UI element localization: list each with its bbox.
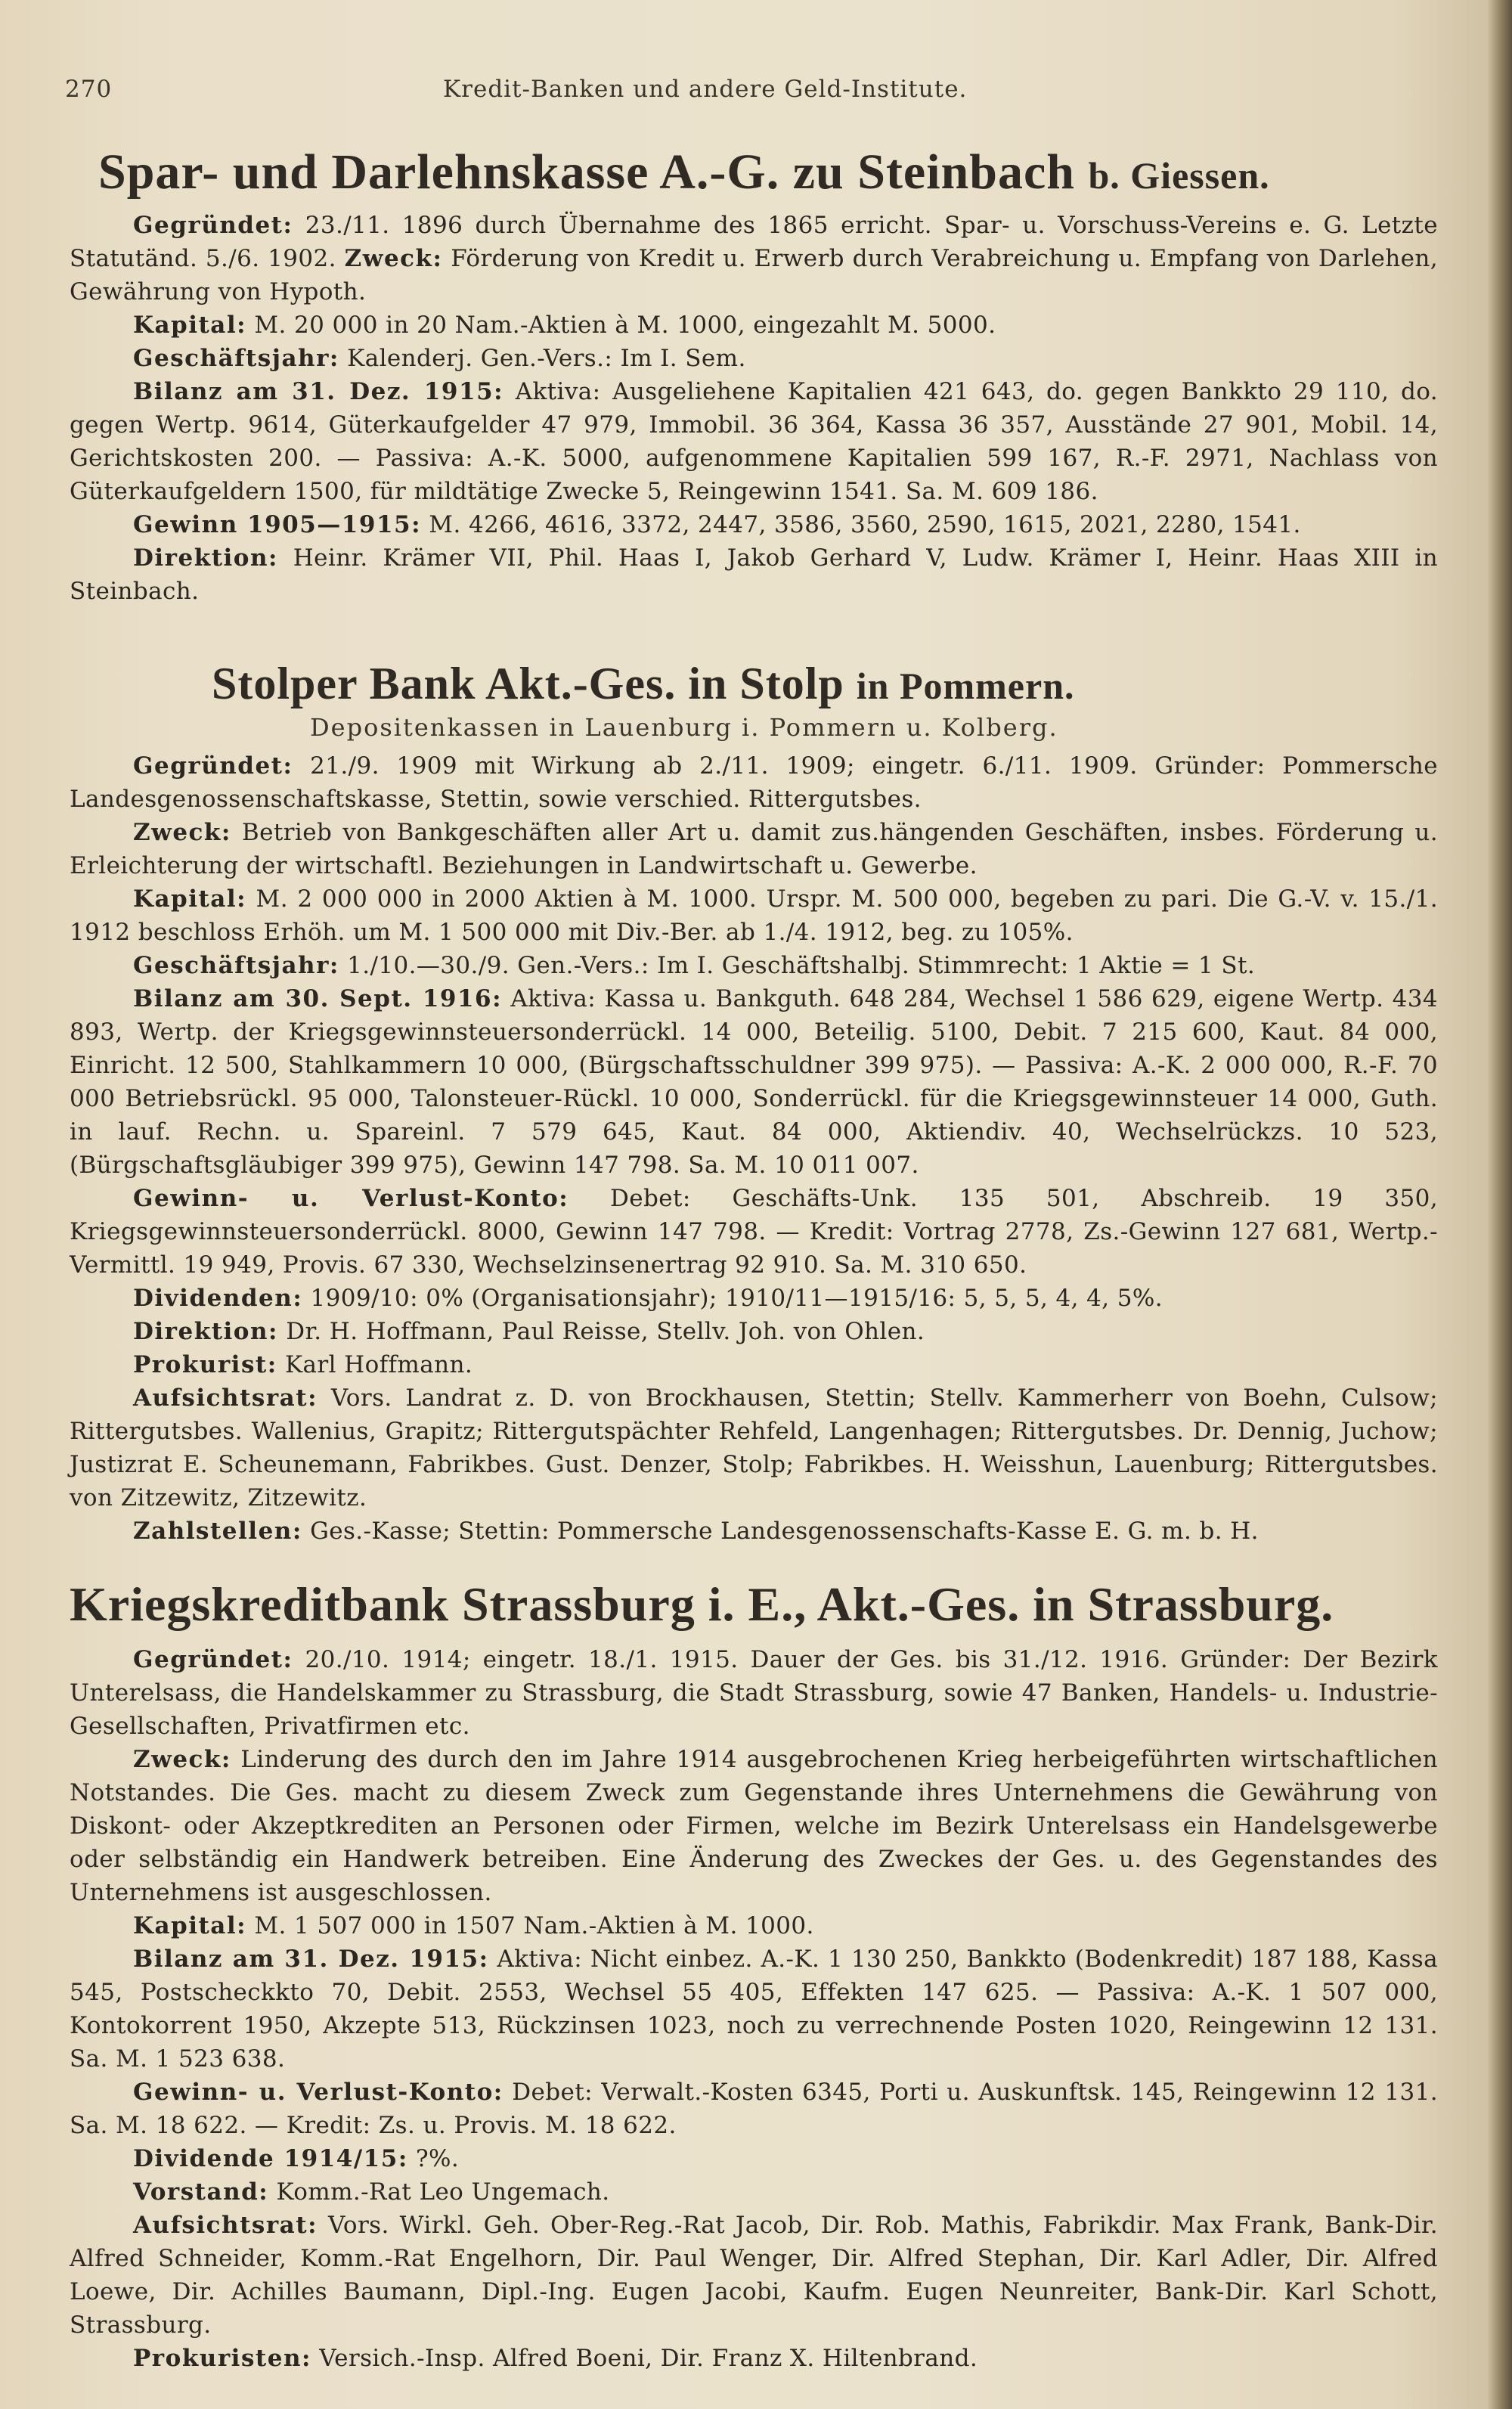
entry-paragraph [70, 1381, 1438, 1515]
field-label: Aufsichtsrat: [133, 1384, 318, 1412]
field-text: Kalenderj. Gen.-Vers.: Im I. Sem. [347, 345, 746, 372]
entry-paragraph [70, 2175, 1438, 2209]
field-text: Betrieb von Bankgeschäften aller Art u. damit zus.hängenden Geschäften, insbes. Förderung u. Erleichterung der wirtschaftl. Beziehungen in Landwirtschaft u. Gewerbe. [70, 819, 1438, 879]
field-label: Prokuristen: [133, 2345, 311, 2372]
entry-paragraph [70, 1942, 1438, 2076]
field-text: ?%. [416, 2145, 460, 2172]
entry-paragraph [70, 541, 1438, 608]
entry-paragraph [70, 1315, 1438, 1348]
field-text: 23./11. 1896 durch Übernahme des 1865 erricht. Spar- u. Vorschuss-Vereins e. G. Letzte Statutänd. 5./6. 1902. [70, 212, 1438, 272]
field-text: Förderung von Kredit u. Erwerb durch Verabreichung u. Empfang von Darlehen, Gewährung von Hypoth. [70, 245, 1438, 305]
field-text: Versich.-Insp. Alfred Boeni, Dir. Franz X. Hiltenbrand. [319, 2345, 978, 2372]
entry-title [70, 658, 1438, 710]
field-text: M. 1 507 000 in 1507 Nam.-Aktien à M. 1000. [254, 1912, 814, 1939]
entry-paragraph [70, 2209, 1438, 2342]
field-label: Bilanz am 30. Sept. 1916: [133, 985, 503, 1012]
field-text: Linderung des durch den im Jahre 1914 ausgebrochenen Krieg herbeigeführten wirtschaftlichen Notstandes. Die Ges. macht zu diesem Zweck zum Gegenstande ihres Unternehmens die Gewährung von Diskont- oder Akzeptkrediten an Personen oder Firmen, welche im Bezirk Unterelsass ein Handelsgewerbe oder selbständig ein Handwerk betreiben. Eine Änderung des Zweckes der Ges. u. des Gegenstandes des Unternehmens ist ausgeschlossen. [70, 1746, 1438, 1906]
field-text: 20./10. 1914; eingetr. 18./1. 1915. Dauer der Ges. bis 31./12. 1916. Gründer: Der Bezirk Unterelsass, die Handelskammer zu Strassburg, die Stadt Strassburg, sowie 47 Banken, Handels- u. Industrie-Gesellschaften, Privatfirmen etc. [70, 1646, 1438, 1740]
field-text: M. 2 000 000 in 2000 Aktien à M. 1000. Urspr. M. 500 000, begeben zu pari. Die G.-V. v. 15./1. 1912 beschloss Erhöh. um M. 1 500 000 mit Div.-Ber. ab 1./4. 1912, beg. zu 105%. [70, 885, 1438, 946]
field-text: M. 20 000 in 20 Nam.-Aktien à M. 1000, eingezahlt M. 5000. [254, 312, 996, 339]
field-label: Gegründet: [133, 752, 293, 780]
field-label: Geschäftsjahr: [133, 952, 339, 979]
entry-title-main: Spar- und Darlehnskasse A.-G. zu Steinbach [98, 144, 1075, 200]
field-text: Heinr. Krämer VII, Phil. Haas I, Jakob Gerhard V, Ludw. Krämer I, Heinr. Haas XIII in Steinbach. [70, 544, 1438, 605]
field-label: Gegründet: [133, 212, 293, 239]
field-label: Zweck: [133, 1746, 231, 1773]
field-label: Bilanz am 31. Dez. 1915: [133, 378, 504, 405]
entry-subtitle: Depositenkassen in Lauenburg i. Pommern u. Kolberg. [310, 713, 1058, 742]
entry-paragraph [70, 2142, 1438, 2175]
field-text: 21./9. 1909 mit Wirkung ab 2./11. 1909; eingetr. 6./11. 1909. Gründer: Pommersche Landesgenossenschaftskasse, Stettin, sowie verschied. Rittergutsbes. [70, 752, 1438, 813]
entry-paragraph [70, 1643, 1438, 1743]
entry-title-main: Stolper Bank Akt.-Ges. in Stolp [212, 659, 844, 708]
field-text: M. 4266, 4616, 3372, 2447, 3586, 3560, 2590, 1615, 2021, 2280, 1541. [429, 511, 1301, 538]
entry-paragraph [70, 2076, 1438, 2142]
field-text: Komm.-Rat Leo Ungemach. [276, 2178, 610, 2206]
entry-paragraph [70, 1515, 1438, 1548]
field-text: 1./10.—30./9. Gen.-Vers.: Im I. Geschäftshalbj. Stimmrecht: 1 Aktie = 1 St. [347, 952, 1256, 979]
entry-stolper-bank [70, 658, 1438, 1548]
entry-paragraph [70, 982, 1438, 1182]
field-text: Karl Hoffmann. [284, 1351, 473, 1378]
entry-paragraph [70, 1182, 1438, 1282]
field-text: Debet: Geschäfts-Unk. 135 501, Abschreib. 19 350, Kriegsgewinnsteuersonderrückl. 8000, Gewinn 147 798. — Kredit: Vortrag 2778, Zs.-Gewinn 127 681, Wertp.-Vermittl. 19 949, Provis. 67 330, Wechselzinsenertrag 92 910. Sa. M. 310 650. [70, 1185, 1438, 1279]
field-label: Dividende 1914/15: [133, 2145, 408, 2172]
field-text: 1909/10: 0% (Organisationsjahr); 1910/11—1915/16: 5, 5, 5, 4, 4, 5%. [310, 1285, 1163, 1312]
field-text: Vors. Landrat z. D. von Brockhausen, Stettin; Stellv. Kammerherr von Boehn, Culsow; Rittergutsbes. Wallenius, Grapitz; Rittergutspächter Rehfeld, Langenhagen; Rittergutsbes. Dr. Dennig, Juchow; Justizrat E. Scheunemann, Fabrikbes. Gust. Denzer, Stolp; Fabrikbes. H. Weisshun, Lauenburg; Rittergutsbes. von Zitzewitz, Zitzewitz. [70, 1384, 1438, 1511]
field-label: Dividenden: [133, 1285, 303, 1312]
page-number: 270 [65, 76, 113, 103]
entry-paragraph [70, 1743, 1438, 1909]
field-text: Debet: Verwalt.-Kosten 6345, Porti u. Auskunftsk. 145, Reingewinn 12 131. Sa. M. 18 622. — Kredit: Zs. u. Provis. M. 18 622. [70, 2079, 1438, 2139]
entry-paragraph [70, 816, 1438, 882]
field-label: Kapital: [133, 312, 247, 339]
field-text: Vors. Wirkl. Geh. Ober-Reg.-Rat Jacob, Dir. Rob. Mathis, Fabrikdir. Max Frank, Bank-Dir. Alfred Schneider, Komm.-Rat Engelhorn, Dir. Paul Wenger, Dir. Alfred Stephan, Dir. Karl Adler, Dir. Alfred Loewe, Dir. Achilles Baumann, Dipl.-Ing. Eugen Jacobi, Kaufm. Eugen Neunreiter, Bank-Dir. Karl Schott, Strassburg. [70, 2212, 1438, 2339]
entry-paragraph [70, 342, 1438, 375]
entry-paragraph [70, 749, 1438, 816]
entry-paragraph [70, 209, 1438, 308]
entry-title [70, 1577, 1438, 1632]
field-label: Vorstand: [133, 2178, 269, 2206]
entry-paragraph [70, 508, 1438, 541]
field-label: Zahlstellen: [133, 1518, 302, 1545]
field-label: Direktion: [133, 544, 278, 572]
entry-paragraph [70, 308, 1438, 342]
field-text: Aktiva: Kassa u. Bankguth. 648 284, Wechsel 1 586 629, eigene Wertp. 434 893, Wertp. der Kriegsgewinnsteuersonderrückl. 14 000, Beteilig. 5100, Debit. 7 215 600, Kaut. 84 000, Einricht. 12 500, Stahlkammern 10 000, (Bürgschaftsschuldner 399 975). — Passiva: A.-K. 2 000 000, R.-F. 70 000 Betriebsrückl. 95 000, Talonsteuer-Rückl. 10 000, Sonderrückl. für die Kriegsgewinnsteuer 14 000, Guth. in lauf. Rechn. u. Spareinl. 7 579 645, Kaut. 84 000, Aktiendiv. 40, Wechselrückzs. 10 523, (Bürgschaftsgläubiger 399 975), Gewinn 147 798. Sa. M. 10 011 007. [70, 985, 1439, 1179]
running-title: Kredit-Banken und andere Geld-Institute. [443, 76, 968, 103]
field-label: Kapital: [133, 885, 247, 913]
field-label: Zweck: [133, 819, 231, 846]
entry-kriegskreditbank [70, 1577, 1438, 2375]
field-text: Ges.-Kasse; Stettin: Pommersche Landesgenossenschafts-Kasse E. G. m. b. H. [310, 1518, 1259, 1545]
entry-paragraph [70, 1348, 1438, 1381]
field-label: Direktion: [133, 1318, 278, 1345]
book-spine [1486, 0, 1512, 2409]
field-label: Geschäftsjahr: [133, 345, 339, 372]
entry-paragraph [70, 1909, 1438, 1942]
entry-title [70, 144, 1438, 201]
field-label: Aufsichtsrat: [133, 2212, 318, 2239]
field-text: Aktiva: Ausgeliehene Kapitalien 421 643, do. gegen Bankkto 29 110, do. gegen Wertp. 9614, Güterkaufgelder 47 979, Immobil. 36 364, Kassa 36 357, Ausstände 27 901, Mobil. 14, Gerichtskosten 200. — Passiva: A.-K. 5000, aufgenommene Kapitalien 599 167, R.-F. 2971, Nachlass von Güterkaufgeldern 1500, für mildtätige Zwecke 5, Reingewinn 1541. Sa. M. 609 186. [70, 378, 1438, 505]
field-label: Bilanz am 31. Dez. 1915: [133, 1945, 489, 1973]
field-label: Gegründet: [133, 1646, 293, 1673]
field-label: Gewinn- u. Verlust-Konto: [133, 1185, 569, 1212]
entry-paragraph [70, 375, 1438, 508]
field-text: Dr. H. Hoffmann, Paul Reisse, Stellv. Joh. von Ohlen. [286, 1318, 925, 1345]
field-label: Zweck: [344, 245, 443, 272]
entry-title-location: b. Giessen. [1088, 154, 1270, 197]
field-text: Aktiva: Nicht einbez. A.-K. 1 130 250, Bankkto (Bodenkredit) 187 188, Kassa 545, Postscheckkto 70, Debit. 2553, Wechsel 55 405, Effekten 147 625. — Passiva: A.-K. 1 507 000, Kontokorrent 1950, Akzepte 513, Rückzinsen 1023, noch zu verrechnende Posten 1020, Reingewinn 12 131. Sa. M. 1 523 638. [70, 1945, 1438, 2073]
entry-paragraph [70, 882, 1438, 949]
entry-paragraph [70, 2342, 1438, 2375]
field-label: Gewinn- u. Verlust-Konto: [133, 2079, 503, 2106]
entry-title-location: in Pommern. [856, 665, 1075, 707]
entry-paragraph [70, 1282, 1438, 1315]
field-label: Prokurist: [133, 1351, 277, 1378]
entry-spar-darlehnskasse [70, 144, 1438, 608]
field-label: Kapital: [133, 1912, 247, 1939]
field-label: Gewinn 1905—1915: [133, 511, 422, 538]
entry-paragraph [70, 949, 1438, 982]
entry-title-main: Kriegskreditbank Strassburg i. E., Akt.-Ges. in Strassburg. [70, 1577, 1334, 1631]
